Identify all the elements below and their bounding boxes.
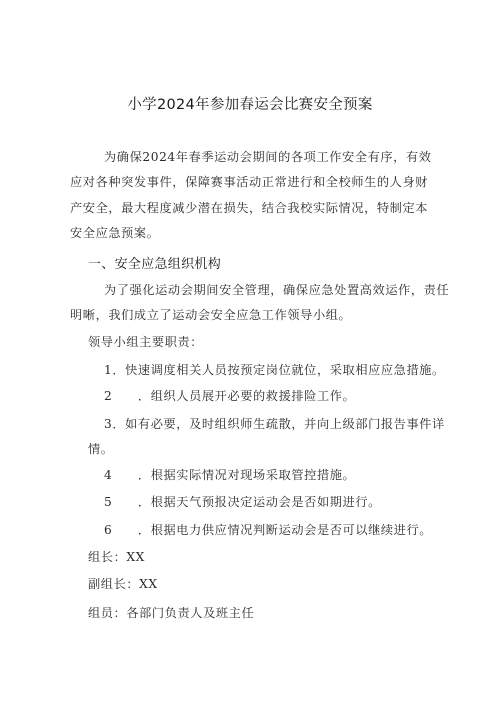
intro-line-3: 产安全，最大程度减少潜在损失，结合我校实际情况，特制定本	[70, 201, 429, 215]
duty-item-6: 6 ．根据电力供应情况判断运动会是否可以继续进行。	[104, 523, 433, 537]
section1-line-2: 明晰，我们成立了运动会安全应急工作领导小组。	[70, 308, 352, 322]
leader-line: 组长：XX	[88, 550, 145, 564]
intro-line-4: 安全应急预案。	[70, 226, 160, 240]
duties-heading: 领导小组主要职责：	[88, 335, 204, 349]
duty-item-3: 3．如有必要，及时组织师生疏散，并向上级部门报告事件详	[104, 417, 445, 431]
document-title: 小学2024年参加春运会比赛安全预案	[127, 97, 373, 113]
members-line: 组员：各部门负责人及班主任	[88, 606, 255, 620]
duty-item-4: 4 ．根据实际情况对现场采取管控措施。	[104, 468, 356, 482]
deputy-leader-line: 副组长：XX	[88, 577, 158, 591]
intro-line-1: 为确保2024年春季运动会期间的各项工作安全有序，有效	[104, 150, 432, 164]
duty-item-1: 1．快速调度相关人员按预定岗位就位，采取相应应急措施。	[104, 363, 445, 377]
section1-line-1: 为了强化运动会期间安全管理，确保应急处置高效运作，责任	[104, 283, 450, 297]
duty-item-5: 5 ．根据天气预报决定运动会是否如期进行。	[104, 495, 381, 509]
duty-item-2: 2 ．组织人员展开必要的救援排险工作。	[104, 389, 356, 403]
duty-item-3-cont: 情。	[88, 442, 114, 456]
section-heading-1: 一、安全应急组织机构	[88, 257, 222, 272]
intro-line-2: 应对各种突发事件，保障赛事活动正常进行和全校师生的人身财	[70, 175, 429, 189]
